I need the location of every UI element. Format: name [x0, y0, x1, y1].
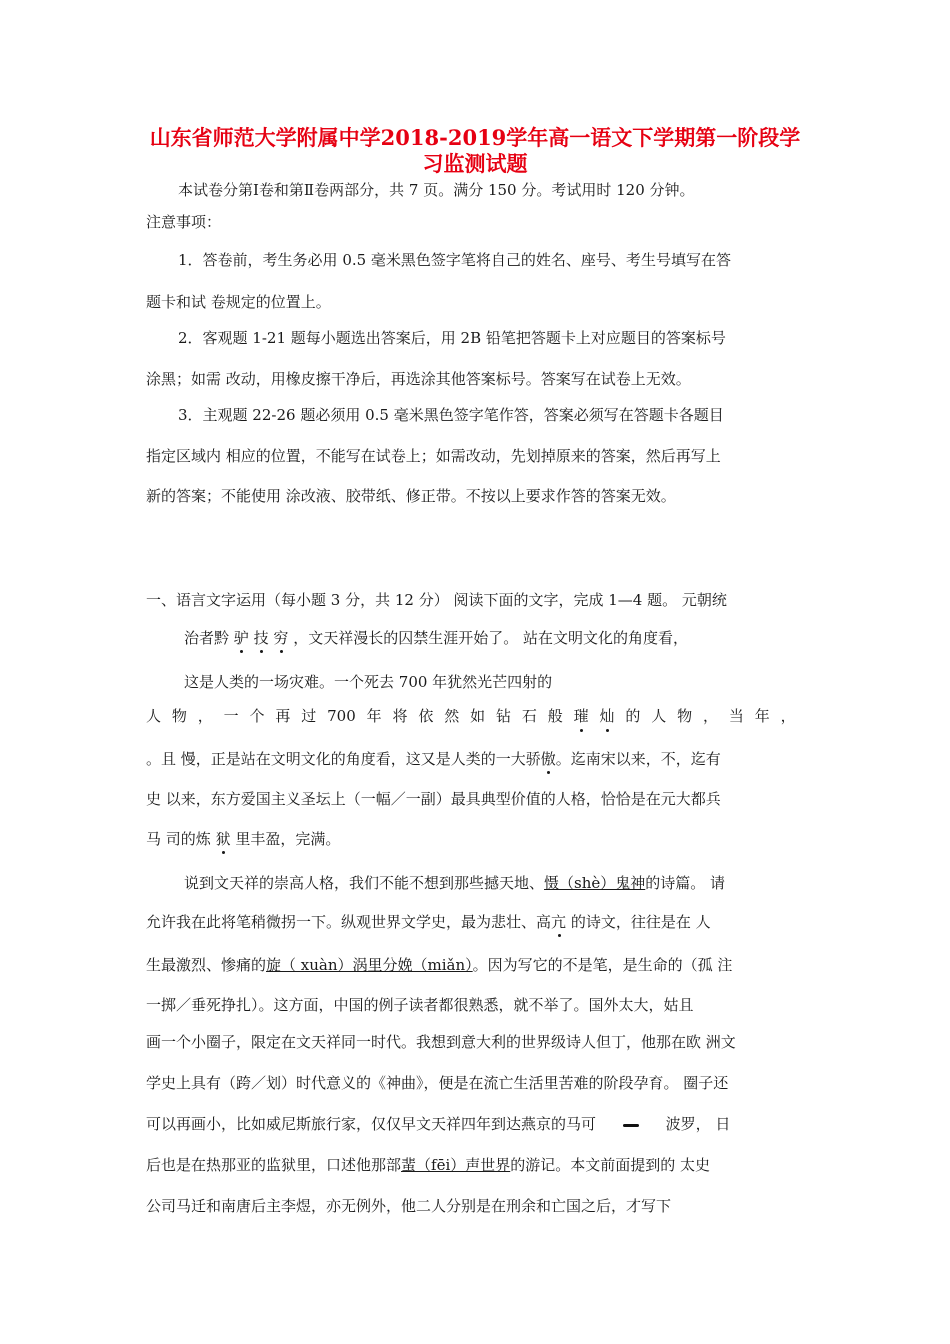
passage-line — [146, 829, 340, 849]
notice-2-line-2: 涂黑；如需 改动，用橡皮擦干净后，再选涂其他答案标号。答案写在试卷上无效。 — [146, 370, 691, 388]
spaced-char: 当 — [728, 707, 744, 725]
dotted-char: 傲 — [540, 750, 556, 768]
text-run: 可以再画小，比如威尼斯旅行家，仅仅早文天祥四年到达燕京的马可 — [146, 1115, 597, 1133]
dotted-char: 驴 — [233, 629, 249, 647]
text-run: ，文天祥漫长的囚禁生涯开始了。 站在文明文化的角度看， — [293, 629, 688, 647]
spaced-char: ， — [197, 707, 213, 725]
spaced-char: 700 — [327, 707, 356, 725]
passage-line: 一掷／垂死挣扎）。这方面，中国的例子读者都很熟悉，就不举了。国外太大，姑且 — [146, 996, 694, 1014]
text-run: 里丰盈，完满。 — [235, 830, 341, 848]
spaced-char: 再 — [275, 707, 291, 725]
underlined-text: 慑（shè）鬼神 — [544, 874, 646, 892]
spaced-char: 然 — [444, 707, 460, 725]
underlined-text: 蜚（fēi）声世界 — [401, 1156, 511, 1174]
spaced-char: 年 — [366, 707, 382, 725]
text-run: 的诗文，往往是在 人 — [570, 913, 711, 931]
intro-text: 本试卷分第Ⅰ卷和第Ⅱ卷两部分，共 7 页。满分 150 分。考试用时 120 分钟。 — [178, 181, 695, 199]
dotted-char: 亢 — [551, 913, 567, 931]
dotted-char: 狱 — [215, 830, 231, 848]
notice-2-line-1: 2．客观题 1-21 题每小题选出答案后，用 2B 铅笔把答题卡上对应题目的答案标号 — [178, 329, 726, 347]
passage-line-spaced — [146, 706, 796, 726]
passage-line — [146, 1114, 730, 1134]
spaced-char: 年 — [754, 707, 770, 725]
text-run: 治者黔 — [184, 629, 230, 647]
text-run: 。且 慢，正是站在文明文化的角度看，这又是人类的一大骄 — [146, 750, 541, 768]
notice-3-line-1: 3．主观题 22-26 题必须用 0.5 毫米黑色签字笔作答，答案必须写在答题卡各题目 — [178, 406, 724, 424]
spaced-char: 般 — [547, 707, 563, 725]
dotted-char: 灿 — [599, 707, 615, 725]
spaced-char: 过 — [301, 707, 317, 725]
spaced-char: 人 — [146, 707, 162, 725]
passage-line: 公司马迁和南唐后主李煜，亦无例外，他二人分别是在刑余和亡国之后，才写下 — [146, 1197, 672, 1215]
title-line-2: 习监测试题 — [422, 151, 528, 176]
spaced-char: 物 — [677, 707, 693, 725]
dotted-char: 璀 — [573, 707, 589, 725]
passage-line — [184, 873, 725, 893]
notice-3-line-3: 新的答案；不能使用 涂改液、胶带纸、修正带。不按以上要求作答的答案无效。 — [146, 487, 676, 505]
spaced-char: 钻 — [496, 707, 512, 725]
passage-line — [146, 749, 721, 769]
spaced-char: ， — [703, 707, 719, 725]
underlined-text: 旋（ xuàn）涡里分娩（miǎn） — [266, 956, 473, 974]
spaced-char: ， — [780, 707, 796, 725]
text-run: 的游记。本文前面提到的 太史 — [510, 1156, 711, 1174]
text-run: 的诗篇。 请 — [645, 874, 726, 892]
passage-line — [146, 955, 732, 975]
spaced-char: 个 — [249, 707, 265, 725]
title-line-1: 山东省师范大学附属中学2018-2019学年高一语文下学期第一阶段学 — [149, 125, 801, 150]
dotted-char: 穷 — [273, 629, 289, 647]
passage-line: 学史上具有（跨／划）时代意义的《神曲》，便是在流亡生活里苦难的阶段孕育。 圈子还 — [146, 1074, 729, 1092]
spaced-char: 石 — [521, 707, 537, 725]
text-run: 允许我在此将笔稍微拐一下。纵观世界文学史，最为悲壮、高 — [146, 913, 552, 931]
spaced-char: 将 — [392, 707, 408, 725]
text-run: 生最激烈、惨痛的 — [146, 956, 267, 974]
spaced-char: 人 — [651, 707, 667, 725]
spaced-char: 依 — [418, 707, 434, 725]
text-run: 说到文天祥的崇高人格，我们不能不想到那些撼天地、 — [184, 874, 545, 892]
spaced-char: 物 — [171, 707, 187, 725]
notice-label: 注意事项： — [146, 213, 222, 231]
separator-dash — [623, 1124, 639, 1127]
passage-line — [146, 912, 711, 932]
spaced-char: 一 — [223, 707, 239, 725]
text-run: 后也是在热那亚的监狱里，口述他那部 — [146, 1156, 402, 1174]
passage-line: 这是人类的一场灾难。一个死去 700 年犹然光芒四射的 — [184, 673, 553, 691]
text-run: 波罗， 日 — [665, 1115, 731, 1133]
passage-line — [184, 628, 688, 648]
section-1-heading: 一、语言文字运用（每小题 3 分，共 12 分） 阅读下面的文字，完成 1—4 题。 元朝统 — [146, 591, 727, 609]
notice-1-line-1: 1．答卷前，考生务必用 0.5 毫米黑色签字笔将自己的姓名、座号、考生号填写在答 — [178, 251, 731, 269]
spaced-char: 如 — [470, 707, 486, 725]
passage-line: 画一个小圈子，限定在文天祥同一时代。我想到意大利的世界级诗人但丁，他那在欧 洲文 — [146, 1033, 736, 1051]
passage-line: 史 以来，东方爱国主义圣坛上（一幅／一副）最具典型价值的人格，恰恰是在元大都兵 — [146, 790, 721, 808]
text-run: 。因为写它的不是笔，是生命的（孤 注 — [472, 956, 733, 974]
text-run: 。迄南宋以来，不，迄有 — [555, 750, 721, 768]
passage-line — [146, 1155, 710, 1175]
notice-1-line-2: 题卡和试 卷规定的位置上。 — [146, 293, 331, 311]
spaced-char: 的 — [625, 707, 641, 725]
notice-3-line-2: 指定区域内 相应的位置，不能写在试卷上；如需改动，先划掉原来的答案，然后再写上 — [146, 447, 721, 465]
dotted-char: 技 — [253, 629, 269, 647]
text-run: 马 司的炼 — [146, 830, 211, 848]
